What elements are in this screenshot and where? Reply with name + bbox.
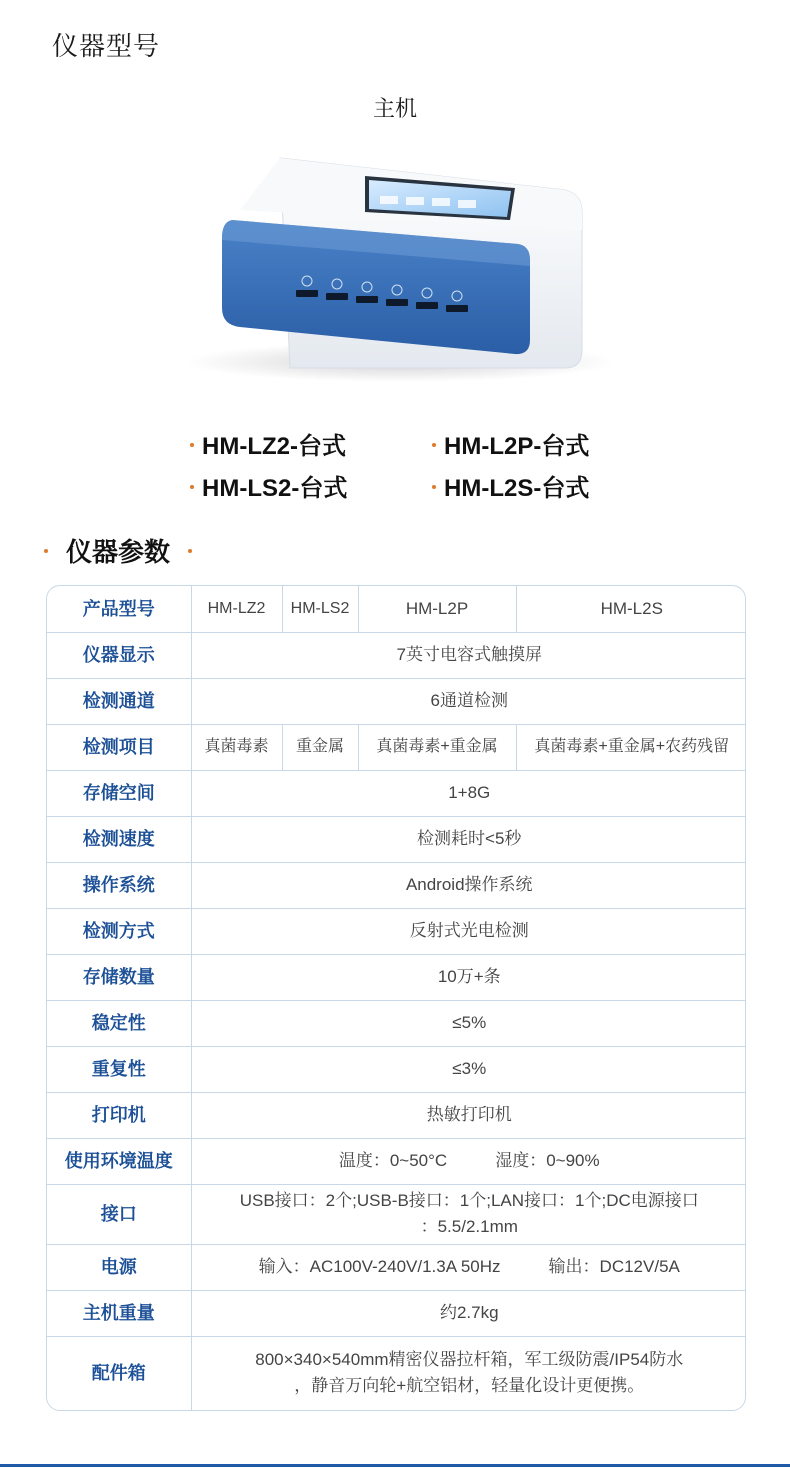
table-row: [47, 1092, 746, 1138]
row-label: 存储空间: [47, 770, 191, 816]
row-label: 主机重量: [47, 1290, 191, 1336]
table-cell: 重金属: [282, 724, 358, 770]
params-heading: 仪器参数: [44, 532, 192, 568]
case-line: 800×340×540mm精密仪器拉杆箱，军工级防震/IP54防水: [255, 1350, 684, 1370]
main-unit-title: 主机: [372, 96, 417, 121]
device-image: [170, 140, 620, 390]
humidity-value: 湿度：0~90%: [495, 1151, 600, 1170]
table-row: [47, 724, 746, 770]
row-label: 操作系统: [47, 862, 191, 908]
row-label: 检测通道: [47, 678, 191, 724]
model-item: HM-L2S-台式: [432, 468, 589, 503]
table-cell: 7英寸电容式触摸屏: [191, 632, 746, 678]
case-line: ，静音万向轮+航空铝材，轻量化设计更便携。: [294, 1376, 645, 1396]
table-row: [47, 1290, 746, 1336]
table-cell: HM-L2P: [358, 586, 516, 632]
bullet-icon: [190, 443, 194, 447]
bullet-icon: [190, 485, 194, 489]
bullet-icon: [432, 485, 436, 489]
page-title: 仪器型号: [52, 31, 161, 61]
table-row: [47, 1138, 746, 1184]
row-label: 产品型号: [47, 586, 191, 632]
row-label: 配件箱: [47, 1336, 191, 1410]
table-cell: 检测耗时<5秒: [191, 816, 746, 862]
table-row: [47, 1046, 746, 1092]
table-cell: 真菌毒素+重金属+农药残留: [516, 724, 746, 770]
table-cell: 10万+条: [191, 954, 746, 1000]
table-cell: 6通道检测: [191, 678, 746, 724]
table-row: [47, 678, 746, 724]
bullet-icon: [188, 549, 192, 553]
table-cell: 约2.7kg: [191, 1290, 746, 1336]
table-cell: [191, 1244, 746, 1290]
temperature-value: 温度：0~50°C: [338, 1151, 448, 1170]
row-label: 电源: [47, 1244, 191, 1290]
table-row: [47, 1336, 746, 1410]
table-row: [47, 632, 746, 678]
row-label: 稳定性: [47, 1000, 191, 1046]
table-row: [47, 1184, 746, 1244]
table-cell: HM-LS2: [282, 586, 358, 632]
table-cell: HM-LZ2: [191, 586, 282, 632]
table-row: [47, 908, 746, 954]
ports-line: USB接口：2个;USB-B接口：1个;LAN接口：1个;DC电源接口: [239, 1191, 699, 1210]
row-label: 存储数量: [47, 954, 191, 1000]
row-label: 接口: [47, 1184, 191, 1244]
table-cell: Android操作系统: [191, 862, 746, 908]
table-cell: ≤3%: [191, 1046, 746, 1092]
model-list: [190, 426, 650, 510]
table-cell: 反射式光电检测: [191, 908, 746, 954]
table-cell: [191, 1184, 746, 1244]
table-row: [47, 862, 746, 908]
table-cell: [191, 1138, 746, 1184]
table-row: [47, 816, 746, 862]
model-item: HM-LZ2-台式: [190, 426, 346, 461]
row-label: 使用环境温度: [47, 1138, 191, 1184]
table-cell: 热敏打印机: [191, 1092, 746, 1138]
table-row: [47, 770, 746, 816]
power-output: 输出：DC12V/5A: [548, 1257, 680, 1276]
table-cell: [191, 1336, 746, 1410]
table-row: [47, 586, 746, 632]
table-cell: ≤5%: [191, 1000, 746, 1046]
row-label: 重复性: [47, 1046, 191, 1092]
power-input: 输入：AC100V-240V/1.3A 50Hz: [258, 1257, 501, 1276]
row-label: 检测方式: [47, 908, 191, 954]
table-row: [47, 1244, 746, 1290]
table-cell: 真菌毒素: [191, 724, 282, 770]
row-label: 检测项目: [47, 724, 191, 770]
table-cell: 真菌毒素+重金属: [358, 724, 516, 770]
spec-table: [46, 585, 746, 1411]
table-row: [47, 954, 746, 1000]
row-label: 仪器显示: [47, 632, 191, 678]
bullet-icon: [432, 443, 436, 447]
row-label: 打印机: [47, 1092, 191, 1138]
bottom-divider: [0, 1464, 790, 1467]
row-label: 检测速度: [47, 816, 191, 862]
model-item: HM-L2P-台式: [432, 426, 589, 461]
ports-line: ：5.5/2.1mm: [420, 1217, 518, 1236]
table-cell: 1+8G: [191, 770, 746, 816]
table-row: [47, 1000, 746, 1046]
model-item: HM-LS2-台式: [190, 468, 347, 503]
bullet-icon: [44, 549, 48, 553]
table-cell: HM-L2S: [516, 586, 746, 632]
